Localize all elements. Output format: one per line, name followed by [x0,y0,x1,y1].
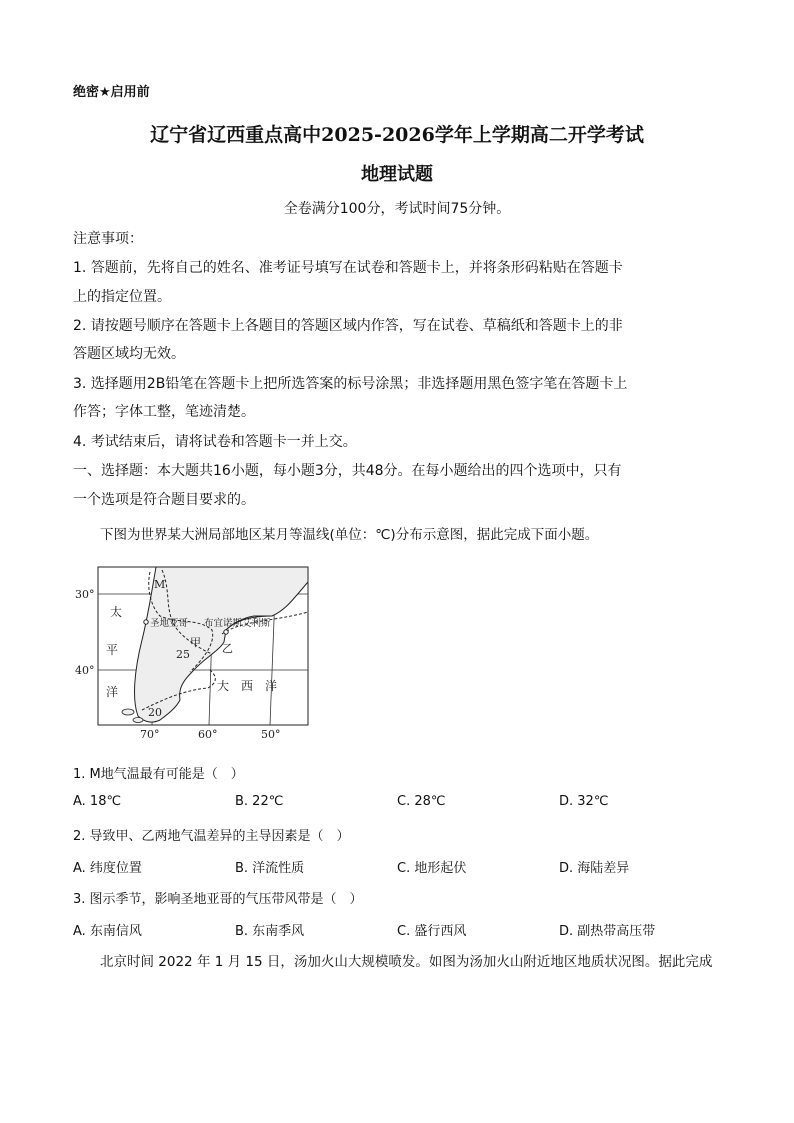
question-1-option-c: C. 28℃ [397,794,446,809]
lat-label-40: 40° [75,664,95,677]
question-2: 2. 导致甲、乙两地气温差异的主导因素是（ ） [73,829,350,844]
question-1-option-b: B. 22℃ [235,794,284,809]
label-santiago: 圣地亚哥 [150,618,189,629]
lon-label-60: 60° [198,728,218,741]
island-1 [122,709,134,715]
question-1-option-a: A. 18℃ [73,794,122,809]
isotherm-map [72,560,332,745]
exam-info: 全卷满分100分，考试时间75分钟。 [283,201,511,217]
question-2-option-a: A. 纬度位置 [73,861,142,876]
lon-label-50: 50° [261,728,281,741]
question-1: 1. M地气温最有可能是（ ） [73,767,244,782]
label-pacific-1: 太 [110,605,123,619]
label-buenos-aires: 布宜诺斯艾利斯 [204,618,271,629]
question-2-option-c: C. 地形起伏 [397,861,467,876]
label-iso-25: 25 [176,648,190,661]
intro-paragraph-2: 北京时间 2022 年 1 月 15 日，汤加火山大规模喷发。如图为汤加火山附近地区地质状况图。据此完成 [100,954,713,970]
label-yi: 乙 [222,642,233,655]
section-line-2: 一个选项是符合题目要求的。 [73,492,255,508]
secret-label: 绝密★启用前 [73,85,150,100]
question-1-option-d: D. 32℃ [559,794,609,809]
label-atlantic: 大 西 洋 [217,679,278,693]
note-3-line-2: 作答；字体工整，笔迹清楚。 [73,404,255,420]
section-line-1: 一、选择题：本大题共16小题，每小题3分，共48分。在每小题给出的四个选项中，只有 [73,463,622,479]
label-pacific-3: 洋 [106,685,119,699]
label-pacific-2: 平 [106,643,119,657]
island-2 [133,718,143,723]
notes-heading: 注意事项： [73,231,143,247]
question-3-option-d: D. 副热带高压带 [559,924,656,939]
note-3-line-1: 3. 选择题用2B铅笔在答题卡上把所选答案的标号涂黑；非选择题用黑色签字笔在答题卡上 [73,376,628,392]
question-3-option-c: C. 盛行西风 [397,924,467,939]
question-3-option-b: B. 东南季风 [235,924,305,939]
lon-label-70: 70° [140,728,160,741]
question-2-option-b: B. 洋流性质 [235,861,305,876]
exam-subtitle: 地理试题 [361,164,433,185]
note-2-line-1: 2. 请按题号顺序在答题卡上各题目的答题区域内作答，写在试卷、草稿纸和答题卡上的非 [73,318,623,334]
lat-label-30: 30° [75,588,95,601]
label-m: M [154,578,166,591]
santiago-marker [144,620,148,624]
note-1-line-2: 上的指定位置。 [73,289,171,305]
exam-title: 辽宁省辽西重点高中2025-2026学年上学期高二开学考试 [150,124,644,146]
label-jia: 甲 [190,636,201,649]
question-2-option-d: D. 海陆差异 [559,861,630,876]
question-3-option-a: A. 东南信风 [73,924,142,939]
question-3: 3. 图示季节，影响圣地亚哥的气压带风带是（ ） [73,892,363,907]
note-4-line-1: 4. 考试结束后，请将试卷和答题卡一并上交。 [73,434,357,450]
note-2-line-2: 答题区域均无效。 [73,346,185,362]
intro-paragraph-1: 下图为世界某大洲局部地区某月等温线(单位：℃)分布示意图，据此完成下面小题。 [100,527,599,543]
note-1-line-1: 1. 答题前，先将自己的姓名、准考证号填写在试卷和答题卡上，并将条形码粘贴在答题卡 [73,260,623,276]
buenos-aires-marker [224,630,228,634]
label-iso-20: 20 [148,706,162,719]
